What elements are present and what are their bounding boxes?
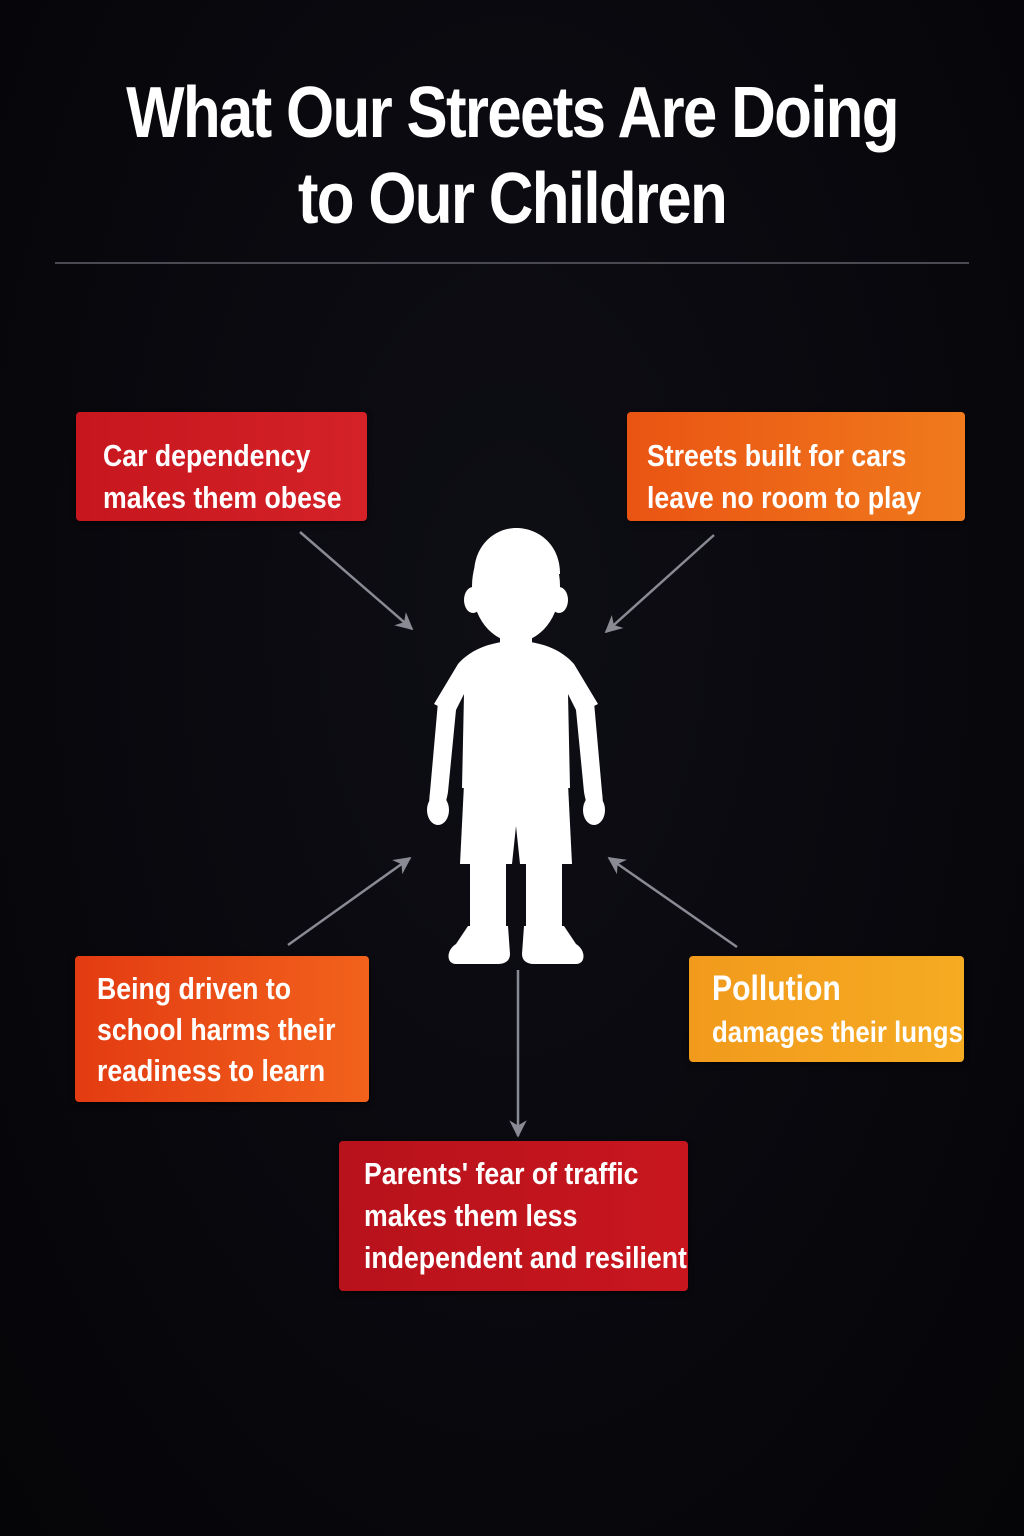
effect-text-line: independent and resilient <box>364 1240 687 1275</box>
effect-box-pollution <box>689 956 964 1062</box>
effect-text-line: Parents' fear of traffic <box>364 1156 639 1191</box>
child-silhouette-icon <box>418 526 614 966</box>
effect-text-line: damages their lungs <box>712 1016 963 1049</box>
effect-text-line: Car dependency <box>103 438 311 473</box>
title-line-1: What Our Streets Are Doing <box>126 73 898 153</box>
effect-box-parents-fear <box>339 1141 688 1291</box>
effect-box-driven-to-school <box>75 956 369 1102</box>
effect-text-line: Streets built for cars <box>647 438 907 473</box>
effect-text-line: school harms their <box>97 1012 336 1047</box>
title-line-2: to Our Children <box>297 159 727 239</box>
effect-text-line: Pollution <box>712 969 841 1008</box>
effect-text-line: readiness to learn <box>97 1053 326 1088</box>
arrow-streets-to-child <box>606 535 714 632</box>
effect-text-line: makes them less <box>364 1198 578 1233</box>
effect-box-car-dependency <box>76 412 367 521</box>
arrow-pollution-to-child <box>609 858 737 947</box>
effect-box-streets-for-cars <box>627 412 965 521</box>
effect-text-line: makes them obese <box>103 480 342 515</box>
effect-text-line: leave no room to play <box>647 480 922 515</box>
effect-text-line: Being driven to <box>97 971 292 1006</box>
arrow-driven-to-child <box>288 858 410 945</box>
arrow-car-to-child <box>300 532 412 629</box>
